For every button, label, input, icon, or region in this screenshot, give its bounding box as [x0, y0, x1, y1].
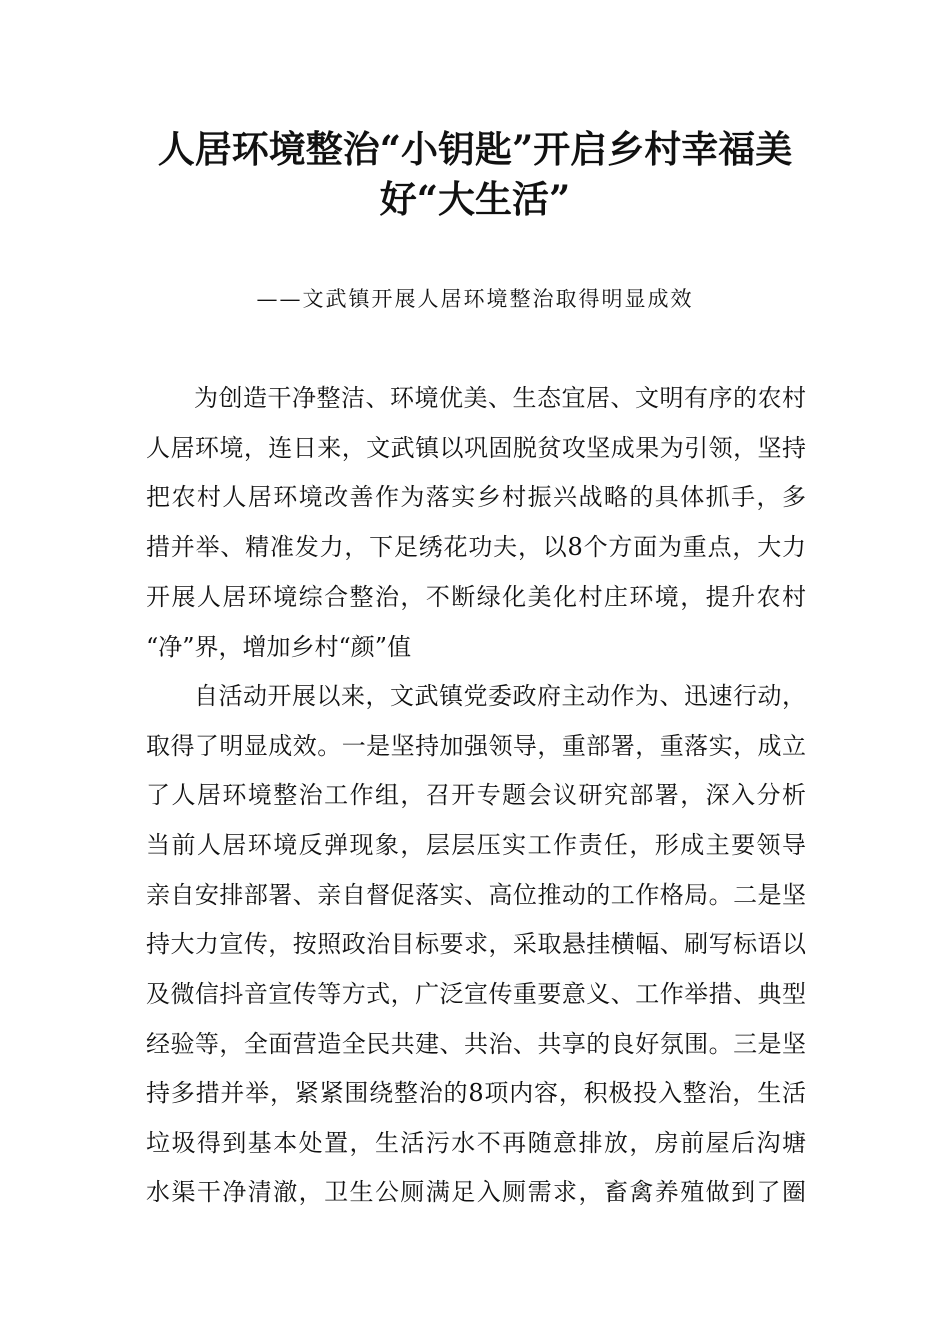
document-title-line-2: 好“大生活” — [379, 177, 571, 221]
paragraph-line: 经验等，全面营造全民共建、共治、共享的良好氛围。三是坚 — [146, 1030, 806, 1058]
paragraph-line: 开展人居环境综合整治，不断绿化美化村庄环境，提升农村 — [146, 583, 806, 611]
paragraph-line: 措并举、精准发力，下足绣花功夫，以8个方面为重点，大力 — [146, 533, 806, 561]
paragraph-line: 及微信抖音宣传等方式，广泛宣传重要意义、工作举措、典型 — [146, 980, 806, 1008]
paragraph-line: 自活动开展以来，文武镇党委政府主动作为、迅速行动， — [194, 682, 806, 710]
paragraph-line: “净”界，增加乡村“颜”值 — [146, 633, 412, 661]
paragraph-line: 了人居环境整治工作组，召开专题会议研究部署，深入分析 — [146, 781, 806, 809]
paragraph-line: 把农村人居环境改善作为落实乡村振兴战略的具体抓手，多 — [146, 483, 806, 511]
paragraph-line: 人居环境，连日来，文武镇以巩固脱贫攻坚成果为引领，坚持 — [146, 434, 806, 462]
paragraph-line: 为创造干净整洁、环境优美、生态宜居、文明有序的农村 — [194, 384, 806, 412]
paragraph-line: 当前人居环境反弹现象，层层压实工作责任，形成主要领导 — [146, 831, 806, 859]
paragraph-line: 亲自安排部署、亲自督促落实、高位推动的工作格局。二是坚 — [146, 881, 806, 909]
paragraph-line: 垃圾得到基本处置，生活污水不再随意排放，房前屋后沟塘 — [146, 1129, 806, 1157]
document-title-line-1: 人居环境整治“小钥匙”开启乡村幸福美 — [157, 127, 793, 171]
paragraph-line: 持大力宣传，按照政治目标要求，采取悬挂横幅、刷写标语以 — [146, 930, 806, 958]
paragraph-line: 持多措并举，紧紧围绕整治的8项内容，积极投入整治，生活 — [146, 1079, 806, 1107]
paragraph-line: 水渠干净清澈，卫生公厕满足入厕需求，畜禽养殖做到了圈 — [146, 1178, 806, 1206]
document-subtitle: ——文武镇开展人居环境整治取得明显成效 — [256, 287, 694, 311]
paragraph-line: 取得了明显成效。一是坚持加强领导，重部署，重落实，成立 — [146, 732, 806, 760]
